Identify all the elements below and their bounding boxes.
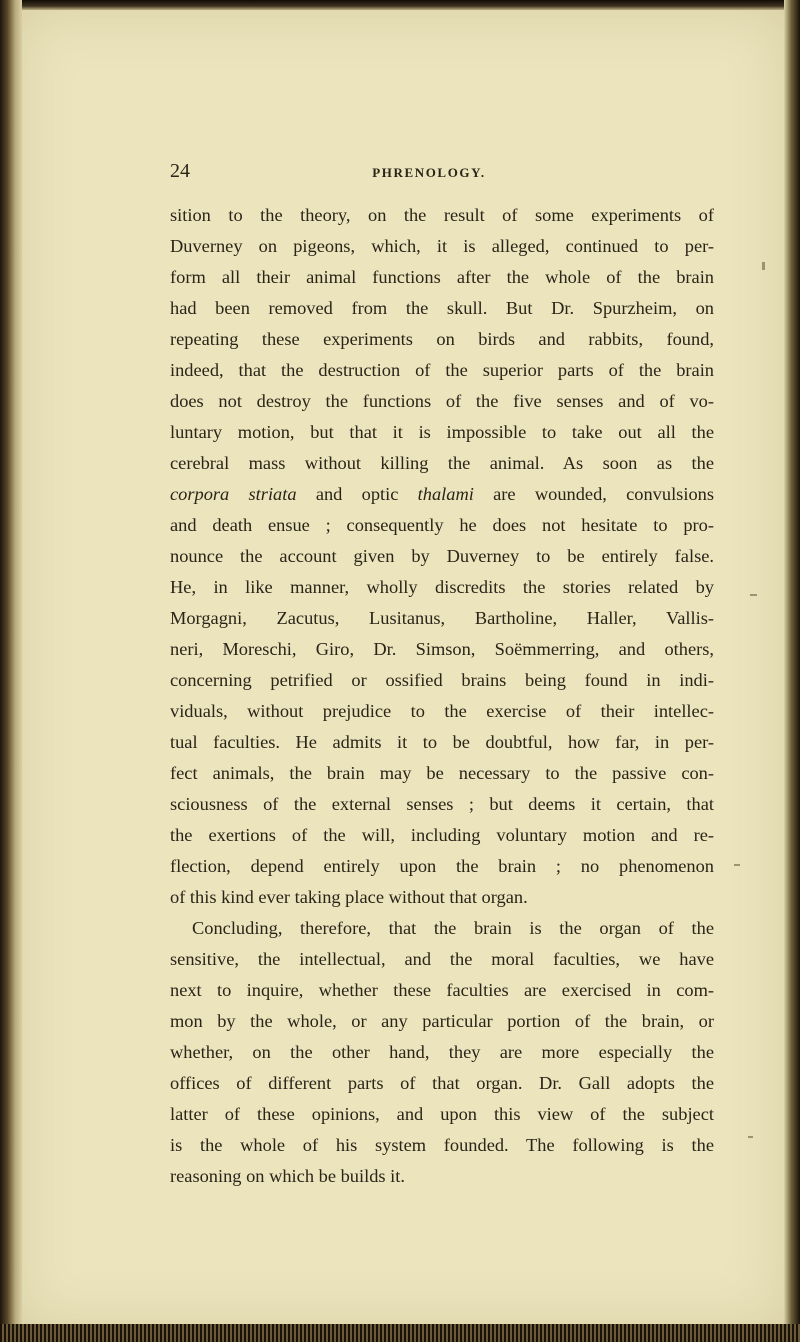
text-line: [170, 510, 714, 541]
text-line: [170, 417, 714, 448]
text-run: sensitive, the intellectual, and the moral faculties, we have: [170, 949, 714, 969]
text-run: Duverney on pigeons, which, it is alleged, continued to per-: [170, 236, 714, 256]
text-run: sition to the theory, on the result of some experiments of: [170, 205, 714, 225]
text-line: [170, 727, 714, 758]
text-run: whether, on the other hand, they are more especially the: [170, 1042, 714, 1062]
text-line: [170, 200, 714, 231]
text-line: [170, 913, 714, 944]
text-line: [170, 882, 714, 913]
text-run: indeed, that the destruction of the superior parts of the brain: [170, 360, 714, 380]
text-line: [170, 758, 714, 789]
text-run: is the whole of his system founded. The following is the: [170, 1135, 714, 1155]
text-run: Concluding, therefore, that the brain is the organ of the: [192, 918, 714, 938]
text-run: and death ensue ; consequently he does not hesitate to pro-: [170, 515, 714, 535]
text-run: viduals, without prejudice to the exercise of their intellec-: [170, 701, 714, 721]
margin-speck: [762, 262, 765, 270]
text-run: had been removed from the skull. But Dr. Spurzheim, on: [170, 298, 714, 318]
page-stack-bottom: [0, 1324, 800, 1342]
text-line: [170, 634, 714, 665]
text-run: flection, depend entirely upon the brain ; no phenomenon: [170, 856, 714, 876]
text-run: tual faculties. He admits it to be doubtful, how far, in per-: [170, 732, 714, 752]
text-line: [170, 231, 714, 262]
text-line: [170, 1037, 714, 1068]
margin-speck: [750, 594, 757, 596]
text-line: [170, 851, 714, 882]
text-line: [170, 262, 714, 293]
page-stack-edge: [784, 0, 800, 1342]
text-run: reasoning on which be builds it.: [170, 1166, 405, 1186]
text-line: [170, 696, 714, 727]
text-run: are wounded, convulsions: [473, 484, 714, 504]
italic-term: thalami: [417, 484, 474, 504]
text-line: [170, 479, 714, 510]
text-line: [170, 1161, 714, 1192]
margin-speck: [734, 864, 740, 866]
text-line: [170, 944, 714, 975]
text-run: the exertions of the will, including voluntary motion and re-: [170, 825, 714, 845]
text-line: [170, 665, 714, 696]
italic-term: corpora striata: [170, 484, 297, 504]
top-edge-shadow: [0, 0, 800, 10]
body-text: [170, 200, 714, 1192]
page-header: [170, 160, 730, 190]
text-run: fect animals, the brain may be necessary to the passive con-: [170, 763, 714, 783]
text-run: He, in like manner, wholly discredits the stories related by: [170, 577, 714, 597]
text-line: [170, 572, 714, 603]
page-number: 24: [170, 160, 190, 182]
text-run: repeating these experiments on birds and rabbits, found,: [170, 329, 714, 349]
text-line: [170, 293, 714, 324]
text-run: does not destroy the functions of the five senses and of vo-: [170, 391, 714, 411]
book-spine-edge: [0, 0, 22, 1342]
text-run: concerning petrified or ossified brains being found in indi-: [170, 670, 714, 690]
text-line: [170, 789, 714, 820]
text-run: cerebral mass without killing the animal. As soon as the: [170, 453, 714, 473]
text-line: [170, 1006, 714, 1037]
text-run: next to inquire, whether these faculties are exercised in com-: [170, 980, 714, 1000]
text-line: [170, 1130, 714, 1161]
text-run: mon by the whole, or any particular portion of the brain, or: [170, 1011, 714, 1031]
running-head: PHRENOLOGY.: [372, 165, 486, 180]
text-run: form all their animal functions after the whole of the brain: [170, 267, 714, 287]
text-run: sciousness of the external senses ; but deems it certain, that: [170, 794, 714, 814]
text-run: luntary motion, but that it is impossible to take out all the: [170, 422, 714, 442]
text-run: offices of different parts of that organ. Dr. Gall adopts the: [170, 1073, 714, 1093]
text-run: latter of these opinions, and upon this view of the subject: [170, 1104, 714, 1124]
text-run: of this kind ever taking place without that organ.: [170, 887, 528, 907]
text-line: [170, 1099, 714, 1130]
text-line: [170, 386, 714, 417]
text-line: [170, 355, 714, 386]
margin-speck: [748, 1136, 753, 1138]
text-line: [170, 975, 714, 1006]
text-line: [170, 603, 714, 634]
text-line: [170, 448, 714, 479]
text-line: [170, 324, 714, 355]
text-run: Morgagni, Zacutus, Lusitanus, Bartholine, Haller, Vallis-: [170, 608, 714, 628]
text-line: [170, 1068, 714, 1099]
text-run: neri, Moreschi, Giro, Dr. Simson, Soëmmerring, and others,: [170, 639, 714, 659]
text-run: nounce the account given by Duverney to be entirely false.: [170, 546, 714, 566]
text-line: [170, 820, 714, 851]
text-run: and optic: [296, 484, 418, 504]
text-line: [170, 541, 714, 572]
